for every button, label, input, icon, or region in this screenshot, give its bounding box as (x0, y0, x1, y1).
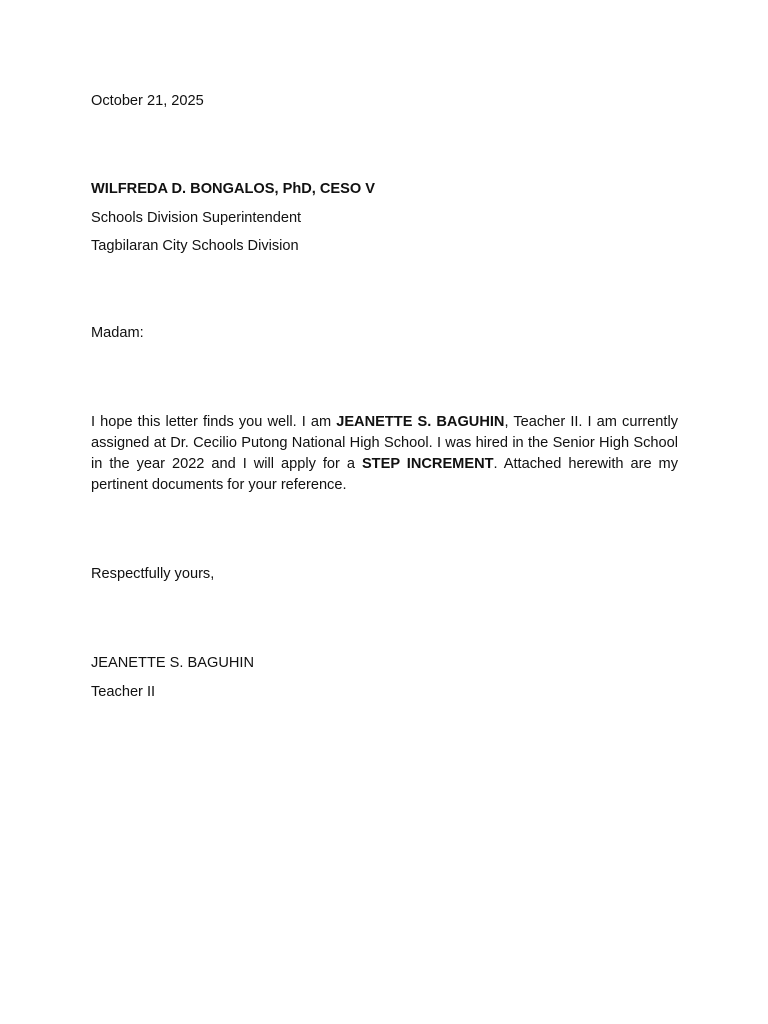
closing: Respectfully yours, (91, 566, 215, 582)
body-sender-name: JEANETTE S. BAGUHIN (336, 414, 505, 430)
recipient-title: Schools Division Superintendent (91, 210, 302, 226)
recipient-office: Tagbilaran City Schools Division (91, 238, 299, 254)
body-text-part3: . Attached herewith are my pertinent documents for your reference. (91, 456, 678, 493)
letter-date: October 21, 2025 (91, 93, 204, 109)
body-text-part2: , Teacher II. I am currently assigned at Dr. Cecilio Putong National High School. I was hired in the Senior High School in the year 2022 and I will apply for a (91, 414, 678, 472)
body-request: STEP INCREMENT (361, 456, 494, 472)
body-text-part1: I hope this letter finds you well. I am (91, 414, 337, 430)
letter-body (91, 412, 678, 496)
sender-position: Teacher II (91, 684, 156, 700)
recipient-name: WILFREDA D. BONGALOS, PhD, CESO V (91, 181, 376, 197)
sender-name: JEANETTE S. BAGUHIN (91, 655, 254, 671)
salutation: Madam: (91, 325, 144, 341)
